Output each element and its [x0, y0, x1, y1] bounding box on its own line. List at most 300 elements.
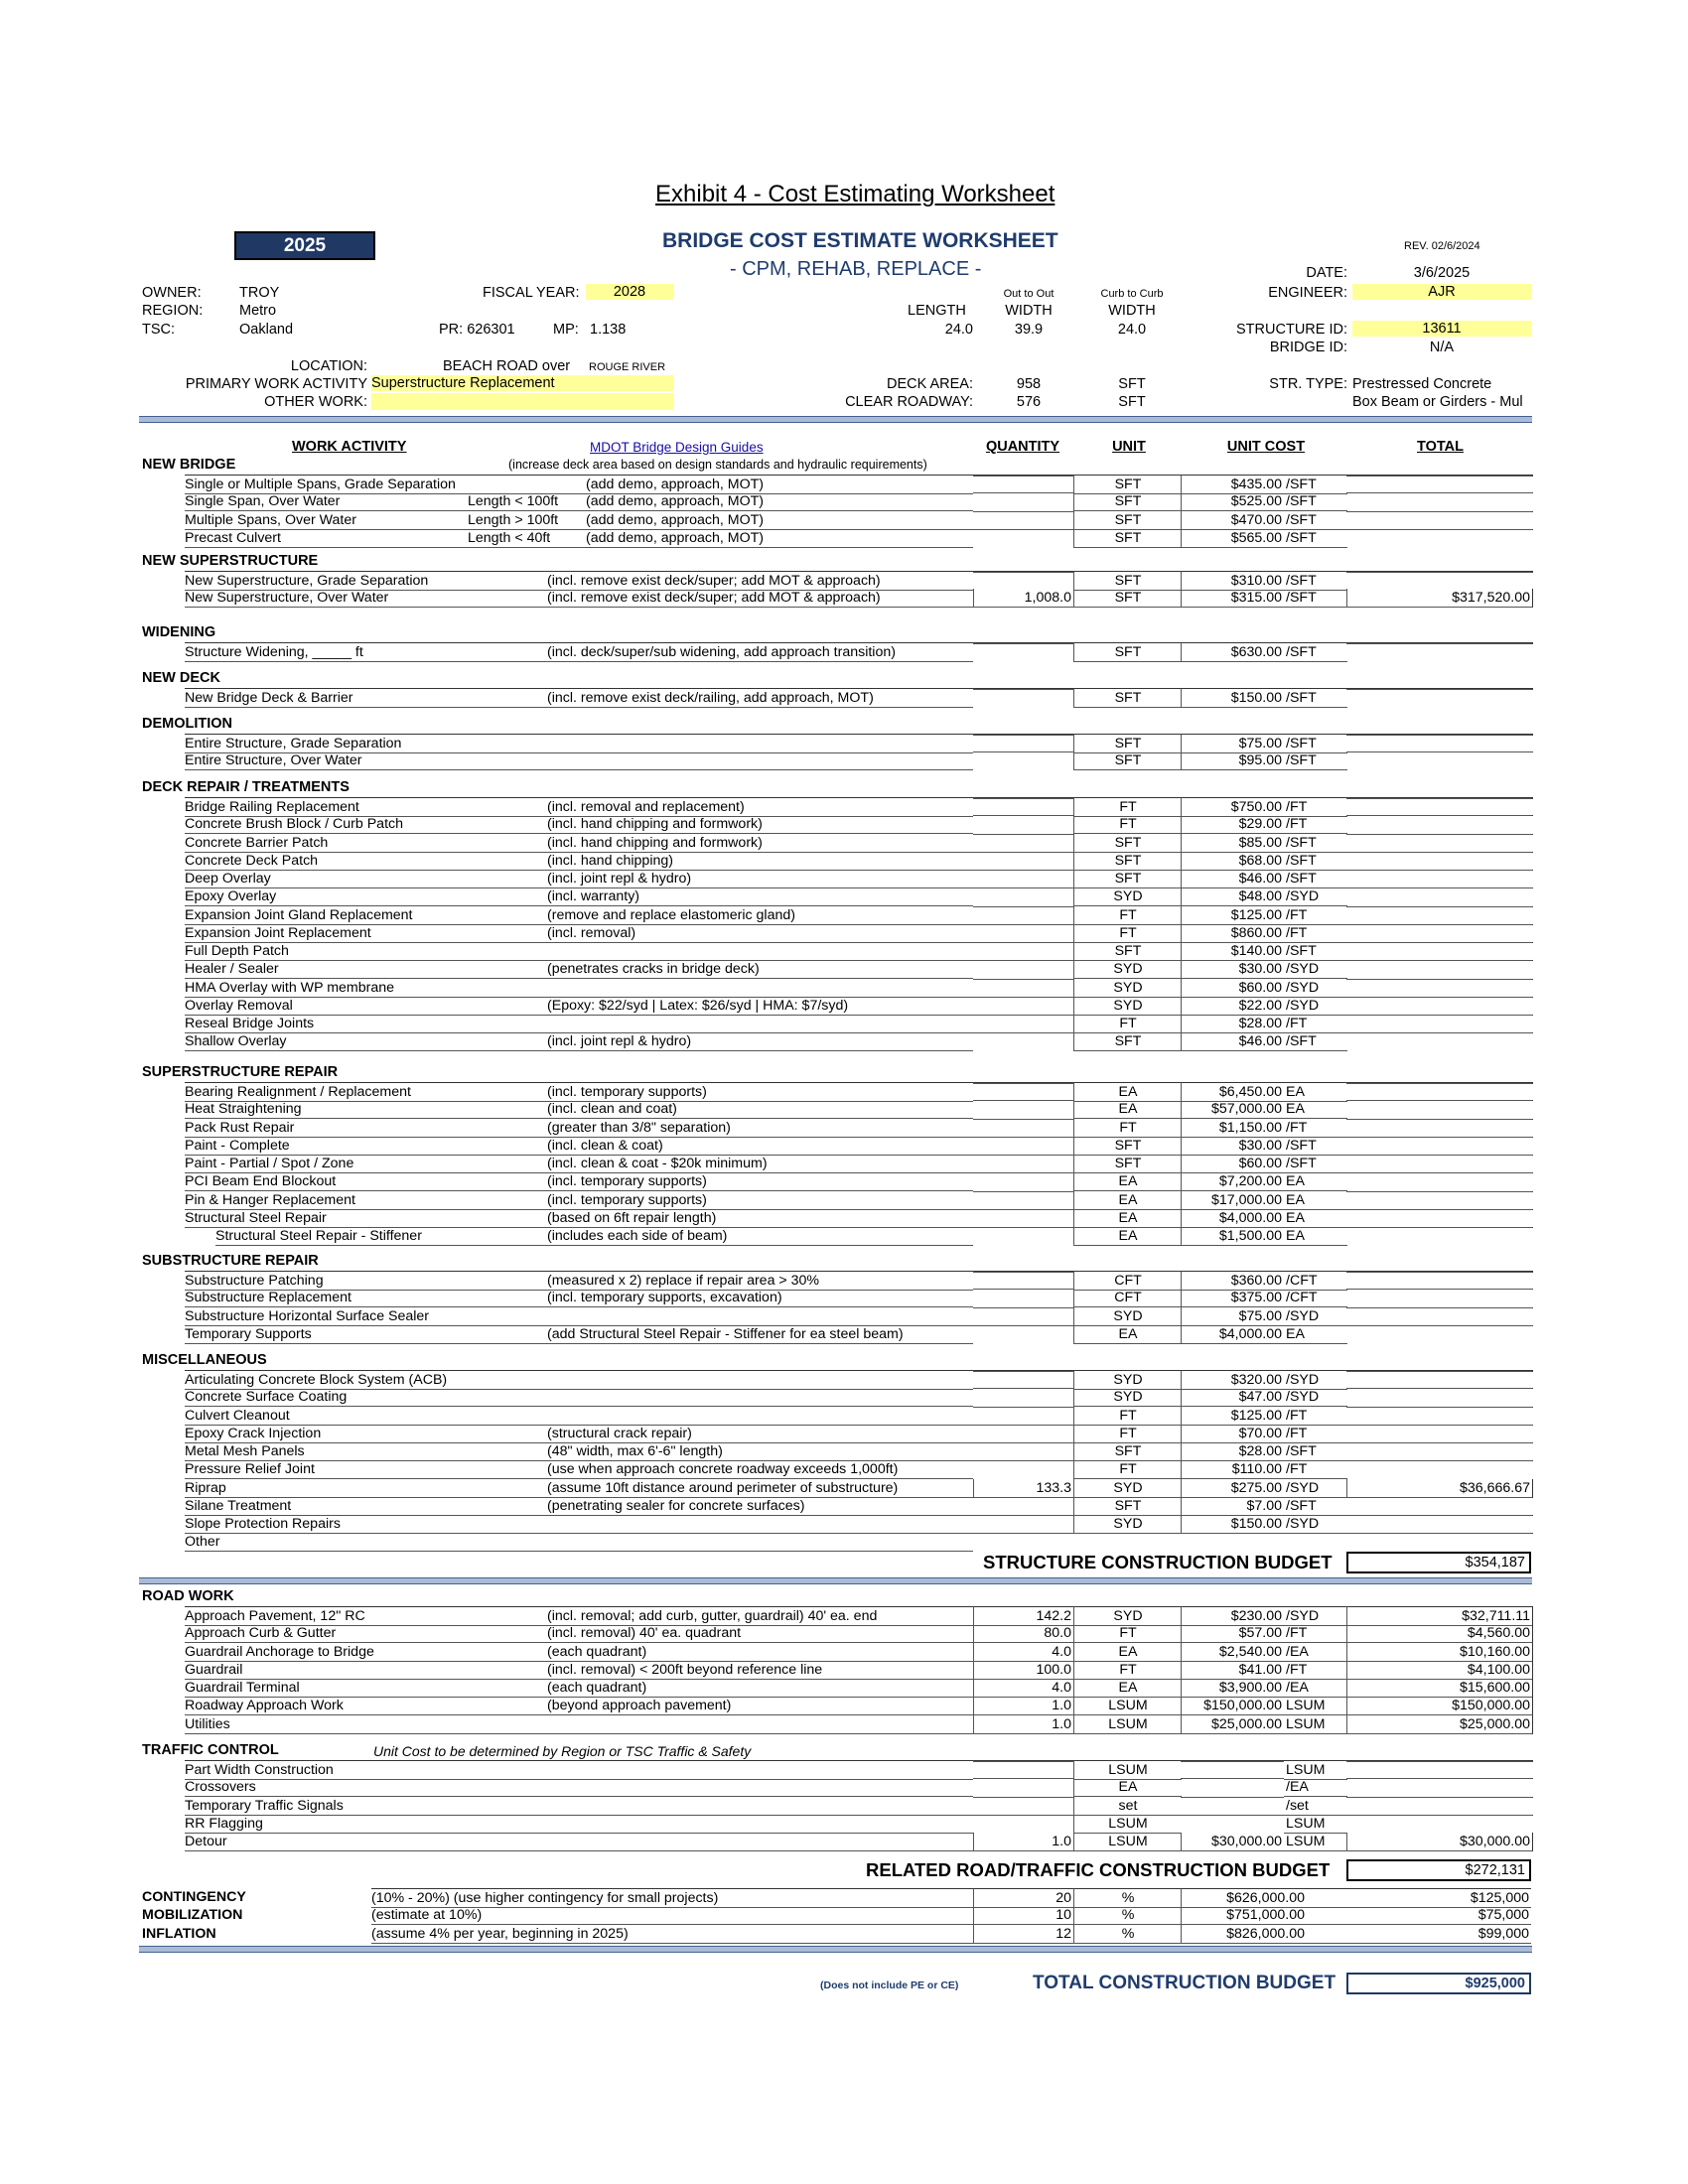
table-row: [0, 1515, 1688, 1533]
row-unit-cost: $360.00: [1181, 1271, 1284, 1291]
year-box: 2025: [234, 231, 375, 260]
row-unit: SFT: [1073, 852, 1182, 871]
row-unit-cost: $75.00: [1181, 734, 1284, 753]
deck-area-note: (increase deck area based on design standards and hydraulic requirements): [508, 458, 927, 472]
row-unit-cost: $125.00: [1181, 1407, 1284, 1426]
table-row: [0, 1325, 1688, 1343]
row-unit: set: [1073, 1797, 1182, 1816]
table-row: [0, 1479, 1688, 1497]
row-note: (remove and replace elastomeric gland): [547, 906, 795, 923]
row-unit-cost: $860.00: [1181, 924, 1284, 943]
row-unit-cost: $525.00: [1181, 492, 1284, 511]
row-item: Shallow Overlay: [185, 1032, 973, 1051]
row-total: [1346, 1172, 1533, 1173]
row-quantity[interactable]: [973, 997, 1073, 998]
table-row: [0, 1307, 1688, 1325]
row-quantity[interactable]: [973, 1155, 1073, 1156]
table-row: [0, 529, 1688, 547]
row-total: [1346, 1209, 1533, 1210]
bridge-id: N/A: [1429, 340, 1455, 355]
row-item: Expansion Joint Replacement: [185, 924, 973, 943]
row-item: Concrete Deck Patch: [185, 852, 973, 871]
row-quantity[interactable]: [973, 852, 1073, 853]
row-quantity[interactable]: 1,008.0: [973, 589, 1073, 608]
row-item: Full Depth Patch: [185, 942, 973, 961]
row-quantity[interactable]: [973, 1082, 1073, 1084]
table-row: [0, 1533, 1688, 1551]
table-row: [0, 688, 1688, 706]
table-row: [0, 979, 1688, 997]
row-unit: SYD: [1073, 979, 1182, 998]
row-unit: FT: [1073, 1119, 1182, 1138]
row-unit-cost: $30,000.00: [1181, 1833, 1284, 1851]
mp-label: MP:: [553, 322, 579, 338]
row-unit-cost: $41.00: [1181, 1661, 1284, 1680]
row-item: Guardrail Anchorage to Bridge: [185, 1643, 973, 1662]
row-total: [1346, 1227, 1533, 1228]
row-quantity[interactable]: [973, 751, 1073, 752]
row-unit: FT: [1073, 815, 1182, 834]
row-total: [1346, 571, 1533, 573]
row-quantity[interactable]: [973, 1325, 1073, 1326]
row-total: [1346, 492, 1533, 493]
row-quantity[interactable]: [973, 1515, 1073, 1516]
other-work-field[interactable]: [371, 393, 673, 410]
row-total: [1346, 1119, 1533, 1120]
row-total: [1346, 1325, 1533, 1326]
table-row: [0, 1697, 1688, 1714]
location: BEACH ROAD over: [443, 358, 571, 374]
row-note: (incl. clean and coat): [547, 1101, 677, 1118]
row-quantity[interactable]: [973, 642, 1073, 644]
row-quantity[interactable]: [973, 1307, 1073, 1308]
row-cost-per: LSUM: [1284, 1760, 1347, 1780]
total-budget-label: TOTAL CONSTRUCTION BUDGET: [1033, 1973, 1336, 1993]
table-row: [0, 492, 1688, 510]
row-unit-cost: [1181, 1815, 1284, 1816]
row-quantity[interactable]: [973, 1271, 1073, 1273]
row-quantity[interactable]: [973, 924, 1073, 925]
row-unit: EA: [1073, 1209, 1182, 1228]
row-total: [1346, 834, 1533, 835]
region-label: REGION:: [142, 303, 204, 319]
clear-roadway-label: CLEAR ROADWAY:: [845, 394, 973, 410]
row-note: (incl. joint repl & hydro): [547, 1033, 692, 1050]
row-cost-per: LSUM: [1284, 1833, 1347, 1851]
row-unit-cost: $375.00: [1181, 1289, 1284, 1307]
row-item: Entire Structure, Over Water: [185, 751, 973, 770]
row-item: Other: [185, 1533, 973, 1552]
row-unit: EA: [1073, 1172, 1182, 1191]
row-unit: CFT: [1073, 1289, 1182, 1307]
row-total: [1346, 642, 1533, 644]
col-quantity: QUANTITY: [985, 439, 1060, 455]
row-quantity[interactable]: [973, 1100, 1073, 1101]
row-note: (incl. temporary supports, excavation): [547, 1290, 782, 1306]
row-unit-cost: $75.00: [1181, 1307, 1284, 1326]
table-row: [0, 1172, 1688, 1190]
row-quantity[interactable]: [973, 870, 1073, 871]
row-total: [1346, 1100, 1533, 1101]
row-total: [1346, 1515, 1533, 1516]
col-work-activity: WORK ACTIVITY: [292, 439, 407, 455]
row-cost-per: /FT: [1284, 924, 1347, 943]
row-quantity[interactable]: 1.0: [973, 1833, 1073, 1851]
row-item: Substructure Horizontal Surface Sealer: [185, 1307, 973, 1326]
row-item: Pressure Relief Joint: [185, 1460, 973, 1479]
row-quantity[interactable]: [973, 942, 1073, 943]
row-unit-cost: $230.00: [1181, 1606, 1284, 1626]
row-quantity[interactable]: [973, 1289, 1073, 1290]
row-note: (use when approach concrete roadway exceeds 1,000ft): [547, 1461, 899, 1478]
row-quantity[interactable]: [973, 1227, 1073, 1228]
row-unit: LSUM: [1073, 1815, 1182, 1834]
deck-area-unit: SFT: [1118, 376, 1146, 392]
tsc-label: TSC:: [142, 322, 176, 338]
row-cost-per: /FT: [1284, 797, 1347, 817]
row-quantity[interactable]: [973, 1370, 1073, 1372]
row-cost-per: /SFT: [1284, 1442, 1347, 1461]
section-title: ROAD WORK: [142, 1588, 234, 1604]
out-to-out-label: Out to Out: [1003, 288, 1055, 300]
row-unit: SFT: [1073, 511, 1182, 530]
table-row: [0, 1497, 1688, 1515]
row-unit-cost: $310.00: [1181, 571, 1284, 591]
row-total: [1346, 1289, 1533, 1290]
row-unit-cost: [1181, 1778, 1284, 1779]
row-note: (incl. removal) 40' ea. quadrant: [547, 1625, 742, 1642]
row-unit: FT: [1073, 1015, 1182, 1033]
row-quantity[interactable]: 100.0: [973, 1661, 1073, 1680]
row-unit-cost: $150.00: [1181, 688, 1284, 708]
row-cost-per: /SYD: [1284, 1515, 1347, 1534]
row-total: [1346, 1307, 1533, 1308]
adjustment-percent[interactable]: 20: [973, 1888, 1073, 1908]
row-unit: EA: [1073, 1778, 1182, 1797]
row-unit-cost: $4,000.00: [1181, 1325, 1284, 1344]
row-cost-per: /SFT: [1284, 942, 1347, 961]
row-note: (assume 10ft distance around perimeter of substructure): [547, 1479, 899, 1496]
row-quantity[interactable]: [973, 475, 1073, 477]
adjustment-row: [0, 1925, 1688, 1943]
bridge-id-label: BRIDGE ID:: [1269, 340, 1347, 355]
clear-roadway: 576: [1016, 394, 1042, 410]
row-unit-cost: $110.00: [1181, 1460, 1284, 1479]
row-quantity[interactable]: [973, 529, 1073, 530]
row-item: Roadway Approach Work: [185, 1697, 973, 1715]
row-cost-per: /SFT: [1284, 1155, 1347, 1173]
row-unit: SFT: [1073, 1137, 1182, 1156]
adjustment-divider: [139, 1946, 1532, 1953]
row-unit: SFT: [1073, 475, 1182, 494]
table-row: [0, 1015, 1688, 1032]
length-label: LENGTH: [908, 303, 966, 319]
row-total: [1346, 1760, 1533, 1762]
row-cost-per: /SFT: [1284, 511, 1347, 530]
row-unit-cost: $22.00: [1181, 997, 1284, 1016]
row-unit-cost: $57.00: [1181, 1624, 1284, 1643]
row-unit-cost: $6,450.00: [1181, 1082, 1284, 1102]
region: Metro: [239, 303, 277, 319]
row-unit-cost: $85.00: [1181, 834, 1284, 853]
width-2: 24.0: [1117, 322, 1147, 338]
row-unit: FT: [1073, 906, 1182, 925]
row-total: [1346, 1388, 1533, 1389]
row-item: Paint - Partial / Spot / Zone: [185, 1155, 973, 1173]
row-total: $4,560.00: [1346, 1624, 1533, 1643]
row-total: [1346, 529, 1533, 530]
row-quantity[interactable]: [973, 834, 1073, 835]
adjustment-unit: %: [1073, 1925, 1182, 1944]
row-note: (Epoxy: $22/syd | Latex: $26/syd | HMA: $7/syd): [547, 997, 849, 1014]
row-unit-cost: $46.00: [1181, 1032, 1284, 1051]
row-item: Single or Multiple Spans, Grade Separation: [185, 475, 973, 494]
table-row: [0, 1460, 1688, 1478]
row-unit: LSUM: [1073, 1833, 1182, 1851]
row-total: [1346, 511, 1533, 512]
table-row: [0, 511, 1688, 529]
row-total: [1346, 734, 1533, 736]
row-unit-cost: $3,900.00: [1181, 1679, 1284, 1698]
table-row: [0, 1155, 1688, 1172]
row-quantity[interactable]: [973, 688, 1073, 690]
row-unit-cost: [1181, 1760, 1284, 1762]
primary-work: Superstructure Replacement: [371, 375, 673, 391]
adjustment-unit: %: [1073, 1906, 1182, 1925]
row-unit-cost: [1181, 1533, 1284, 1534]
row-note: (incl. remove exist deck/super; add MOT & approach): [547, 573, 881, 589]
adjustment-note: (assume 4% per year, beginning in 2025): [371, 1925, 973, 1944]
row-total: [1346, 1032, 1533, 1033]
adjustment-percent[interactable]: 12: [973, 1925, 1073, 1944]
row-item: Concrete Surface Coating: [185, 1388, 973, 1407]
row-quantity[interactable]: [973, 1533, 1073, 1534]
row-quantity[interactable]: [973, 1015, 1073, 1016]
adjustment-note: (10% - 20%) (use higher contingency for small projects): [371, 1888, 973, 1908]
row-cost-per: /set: [1284, 1797, 1347, 1816]
row-quantity[interactable]: [973, 734, 1073, 736]
row-quantity[interactable]: [973, 511, 1073, 512]
row-quantity[interactable]: [973, 1137, 1073, 1138]
row-total: [1346, 942, 1533, 943]
row-note: (incl. temporary supports): [547, 1084, 707, 1100]
row-item: Guardrail Terminal: [185, 1679, 973, 1698]
row-quantity[interactable]: [973, 1407, 1073, 1408]
row-length-note: Length < 100ft: [468, 493, 559, 510]
row-total: $317,520.00: [1346, 589, 1533, 608]
row-unit: EA: [1073, 1191, 1182, 1210]
row-unit-cost: [1181, 1797, 1284, 1798]
table-row: [0, 1137, 1688, 1155]
row-quantity[interactable]: [973, 1172, 1073, 1173]
row-unit: LSUM: [1073, 1760, 1182, 1780]
row-quantity[interactable]: [973, 1497, 1073, 1498]
section-title: DEMOLITION: [142, 716, 233, 732]
adjustment-label: CONTINGENCY: [142, 1889, 246, 1905]
row-item: New Superstructure, Grade Separation: [185, 571, 973, 591]
row-quantity[interactable]: [973, 815, 1073, 816]
row-unit: SFT: [1073, 734, 1182, 753]
row-cost-per: /SYD: [1284, 997, 1347, 1016]
col-unit: UNIT: [1112, 439, 1146, 455]
row-unit: FT: [1073, 924, 1182, 943]
row-quantity[interactable]: 4.0: [973, 1643, 1073, 1662]
main-title: BRIDGE COST ESTIMATE WORKSHEET: [662, 229, 1058, 252]
row-total: $150,000.00: [1346, 1697, 1533, 1715]
row-total: [1346, 1271, 1533, 1273]
adjustment-base: $826,000.00: [1181, 1925, 1307, 1944]
row-cost-per: /SFT: [1284, 529, 1347, 548]
table-row: [0, 1760, 1688, 1778]
row-unit-cost: $125.00: [1181, 906, 1284, 925]
row-total: [1346, 1137, 1533, 1138]
table-row: [0, 589, 1688, 607]
row-total: [1346, 1015, 1533, 1016]
row-quantity[interactable]: [973, 1209, 1073, 1210]
row-total: [1346, 751, 1533, 752]
row-item: Multiple Spans, Over Water: [185, 511, 973, 530]
row-cost-per: /SFT: [1284, 1497, 1347, 1516]
row-note: (add demo, approach, MOT): [586, 493, 764, 510]
row-note: (incl. temporary supports): [547, 1191, 707, 1208]
row-quantity[interactable]: [973, 1760, 1073, 1762]
row-quantity[interactable]: [973, 797, 1073, 799]
row-unit: FT: [1073, 1407, 1182, 1426]
row-quantity[interactable]: [973, 979, 1073, 980]
row-unit: SYD: [1073, 960, 1182, 979]
row-quantity[interactable]: [973, 887, 1073, 888]
row-quantity[interactable]: [973, 1032, 1073, 1033]
mp: 1.138: [590, 322, 627, 338]
structure-budget-label: STRUCTURE CONSTRUCTION BUDGET: [983, 1552, 1333, 1572]
row-note: (penetrating sealer for concrete surfaces): [547, 1497, 805, 1514]
row-note: (add demo, approach, MOT): [586, 511, 764, 528]
table-row: [0, 642, 1688, 660]
row-quantity[interactable]: [973, 1778, 1073, 1779]
row-total: [1346, 924, 1533, 925]
design-guides-link[interactable]: MDOT Bridge Design Guides: [590, 440, 764, 455]
row-quantity[interactable]: [973, 1797, 1073, 1798]
row-cost-per: EA: [1284, 1100, 1347, 1119]
row-quantity[interactable]: [973, 571, 1073, 573]
row-cost-per: /SFT: [1284, 642, 1347, 662]
row-note: (incl. removal): [547, 924, 636, 941]
row-unit: SFT: [1073, 529, 1182, 548]
row-item: Utilities: [185, 1715, 973, 1734]
row-unit: SFT: [1073, 589, 1182, 608]
row-cost-per: EA: [1284, 1209, 1347, 1228]
row-quantity[interactable]: 4.0: [973, 1679, 1073, 1698]
row-total: [1346, 1407, 1533, 1408]
row-note: (add demo, approach, MOT): [586, 529, 764, 546]
row-total: [1346, 475, 1533, 477]
row-note: (structural crack repair): [547, 1425, 692, 1441]
row-quantity[interactable]: [973, 1442, 1073, 1443]
row-quantity[interactable]: 80.0: [973, 1624, 1073, 1643]
row-cost-per: EA: [1284, 1191, 1347, 1210]
row-quantity[interactable]: [973, 1460, 1073, 1461]
row-cost-per: /SFT: [1284, 1137, 1347, 1156]
row-cost-per: /FT: [1284, 1015, 1347, 1033]
table-row: [0, 852, 1688, 870]
row-unit: SYD: [1073, 1606, 1182, 1626]
row-unit-cost: $7,200.00: [1181, 1172, 1284, 1191]
section-title: NEW BRIDGE: [142, 457, 236, 473]
other-work-label: OTHER WORK:: [264, 394, 367, 410]
row-quantity[interactable]: [973, 1425, 1073, 1426]
road-budget: $272,131: [1346, 1859, 1531, 1881]
row-unit: SFT: [1073, 1442, 1182, 1461]
row-unit: SFT: [1073, 1155, 1182, 1173]
table-row: [0, 1679, 1688, 1697]
row-cost-per: LSUM: [1284, 1697, 1347, 1715]
curb-to-curb-label: Curb to Curb: [1100, 288, 1164, 300]
row-cost-per: /SFT: [1284, 589, 1347, 608]
row-unit: SYD: [1073, 887, 1182, 906]
row-unit-cost: $435.00: [1181, 475, 1284, 494]
row-cost-per: /CFT: [1284, 1271, 1347, 1291]
adjustment-percent[interactable]: 10: [973, 1906, 1073, 1925]
row-unit-cost: $1,500.00: [1181, 1227, 1284, 1246]
row-unit: FT: [1073, 1661, 1182, 1680]
width-1: 39.9: [1014, 322, 1044, 338]
row-unit-cost: $4,000.00: [1181, 1209, 1284, 1228]
row-quantity[interactable]: 1.0: [973, 1715, 1073, 1734]
row-cost-per: /SYD: [1284, 960, 1347, 979]
row-quantity[interactable]: [973, 1815, 1073, 1816]
adjustment-label: MOBILIZATION: [142, 1907, 243, 1924]
owner-label: OWNER:: [142, 285, 202, 301]
row-total: [1346, 815, 1533, 816]
row-quantity[interactable]: [973, 906, 1073, 907]
row-item: Part Width Construction: [185, 1760, 973, 1780]
table-row: [0, 1661, 1688, 1679]
row-quantity[interactable]: [973, 1388, 1073, 1389]
row-unit-cost: $150.00: [1181, 1515, 1284, 1534]
row-unit: SFT: [1073, 571, 1182, 591]
row-unit-cost: $30.00: [1181, 960, 1284, 979]
row-quantity[interactable]: 1.0: [973, 1697, 1073, 1715]
row-item: Riprap: [185, 1479, 973, 1498]
fiscal-year-label: FISCAL YEAR:: [483, 285, 580, 301]
row-unit: SFT: [1073, 870, 1182, 888]
row-quantity[interactable]: [973, 1119, 1073, 1120]
row-unit: EA: [1073, 1325, 1182, 1344]
row-note: (incl. hand chipping and formwork): [547, 816, 763, 833]
row-quantity[interactable]: [973, 960, 1073, 961]
table-row: [0, 1624, 1688, 1642]
row-item: Approach Curb & Gutter: [185, 1624, 973, 1643]
row-unit-cost: $140.00: [1181, 942, 1284, 961]
row-note: (based on 6ft repair length): [547, 1209, 717, 1226]
row-quantity[interactable]: 133.3: [973, 1479, 1073, 1498]
row-total: [1346, 797, 1533, 799]
row-cost-per: /SFT: [1284, 1032, 1347, 1051]
location-label: LOCATION:: [290, 358, 367, 374]
table-row: [0, 1833, 1688, 1850]
row-item: Silane Treatment: [185, 1497, 973, 1516]
clear-roadway-unit: SFT: [1118, 394, 1146, 410]
row-item: Concrete Brush Block / Curb Patch: [185, 815, 973, 834]
table-row: [0, 1271, 1688, 1289]
row-quantity[interactable]: [973, 492, 1073, 493]
row-unit: SYD: [1073, 1515, 1182, 1534]
row-quantity[interactable]: 142.2: [973, 1606, 1073, 1626]
section-title: DECK REPAIR / TREATMENTS: [142, 779, 350, 795]
revision: REV. 02/6/2024: [1404, 240, 1480, 252]
row-quantity[interactable]: [973, 1191, 1073, 1192]
row-cost-per: /EA: [1284, 1679, 1347, 1698]
